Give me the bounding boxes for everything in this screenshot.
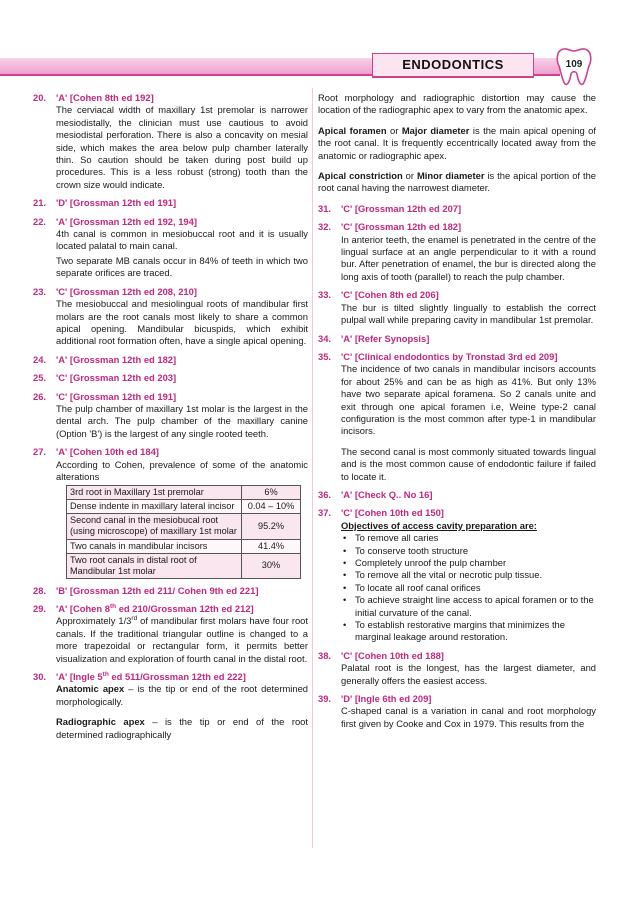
explanation — [318, 170, 596, 195]
answer-reference: 'C' [Grossman 12th ed 191] — [56, 390, 177, 402]
explanation: In anterior teeth, the enamel is penetrated in the centre of the lingual surface at an angle perpendicular to it with a round bur. After penetration of enamel, the bur is directed along the long axis of tooth (parallel) to reach the pulp chamber. — [341, 233, 596, 282]
answer-37 — [318, 507, 596, 643]
answer-reference: 'C' [Cohen 10th ed 150] — [341, 507, 444, 519]
term: Radiographic apex — [56, 716, 145, 728]
table-cell: Two root canals in distal root of Mandibular 1st molar — [67, 553, 242, 578]
answer-reference: 'C' [Grossman 12th ed 203] — [56, 372, 177, 384]
text: of mandibular first molars have four root canals. If the traditional triangular outline is changed to a more trapezoidal or rectangular form, it permits better visualization and exploration of fourth canal in the distal root. — [56, 615, 308, 664]
explanation — [56, 615, 308, 665]
anatomic-alterations-table — [66, 485, 301, 578]
list-item: • To achieve straight line access to apical foramen or to the initial curvature of the canal. — [341, 594, 596, 619]
answer-reference: 'A' [Refer Synopsis] — [341, 332, 430, 344]
question-number: 22. — [33, 215, 47, 227]
answer-reference: 'A' [Grossman 12th ed 192, 194] — [56, 215, 197, 227]
text: or — [386, 124, 402, 136]
list-item: • Completely unroof the pulp chamber — [341, 557, 596, 569]
explanation — [56, 683, 308, 708]
question-number: 21. — [33, 197, 47, 209]
table-cell: 6% — [242, 486, 301, 500]
text: Approximately 1/3 — [56, 615, 132, 627]
table-cell: 3rd root in Maxillary 1st premolar — [67, 486, 242, 500]
table-cell: Second canal in the mesiobucal root (using microscope) of maxillary 1st molar — [67, 514, 242, 539]
answer-reference: 'C' [Clinical endodontics by Tronstad 3rd ed 209] — [341, 350, 558, 362]
text: is the main apical opening of the root canal. It is frequently eccentrically located away from the anatomic or radiographic apex. — [318, 124, 596, 161]
question-number: 37. — [318, 507, 332, 519]
answer-20 — [33, 92, 308, 191]
superscript: th — [109, 602, 117, 610]
answer-reference: 'A' [Grossman 12th ed 182] — [56, 353, 177, 365]
table-cell: 95.2% — [242, 514, 301, 539]
list-item: • To conserve tooth structure — [341, 545, 596, 557]
answer-39 — [318, 693, 596, 730]
answer-reference — [56, 603, 308, 615]
table-row — [67, 486, 301, 500]
list-item: • To remove all caries — [341, 532, 596, 544]
objectives-heading: Objectives of access cavity preparation are: — [341, 519, 537, 531]
term: Anatomic apex — [56, 683, 125, 695]
explanation: The incidence of two canals in mandibular incisors accounts for about 25% and can be as high as 41%. But only 13% have two separate apical foramena. So 2 canals unite and exit through one apical foramen i.e, Weine type-2 canal configuration is the most common after type-1 in mandibular incisors. — [341, 363, 596, 437]
question-number: 25. — [33, 372, 47, 384]
answer-21 — [33, 197, 308, 209]
answer-25 — [33, 372, 308, 384]
answer-reference: 'C' [Grossman 12th ed 182] — [341, 221, 462, 233]
answer-33 — [318, 289, 596, 326]
question-number: 31. — [318, 202, 332, 214]
explanation: 4th canal is common in mesiobuccal root and it is usually located palatal to main canal. — [56, 228, 308, 252]
reference-text: 'A' [Ingle 5 — [56, 671, 103, 683]
table-cell: 41.4% — [242, 539, 301, 553]
term: Minor diameter — [416, 170, 485, 182]
page-number: 109 — [565, 59, 583, 70]
table-cell: Dense indente in maxillary lateral incisor — [67, 500, 242, 514]
answer-27 — [33, 446, 308, 578]
explanation: The bur is tilted slightly lingually to establish the correct pulpal wall while preparing cavity in mandibular 1st premolar. — [341, 301, 596, 326]
table-cell: 30% — [242, 553, 301, 578]
continued-explanation: Root morphology and radiographic distortion may cause the location of the radiographic apex to vary from the anatomic apex. — [318, 92, 596, 116]
reference-text: ed 511/Grossman 12th ed 222] — [108, 671, 246, 683]
answer-36 — [318, 489, 596, 501]
explanation: The pulp chamber of maxillary 1st molar is the largest in the dental arch. The pulp chamber of the maxillary canine (Option 'B') is the largest of any single rooted teeth. — [56, 402, 308, 439]
left-column — [33, 92, 308, 747]
explanation: Two separate MB canals occur in 84% of teeth in which two separate orifices are traced. — [56, 254, 308, 279]
answer-reference: 'A' [Cohen 10th ed 184] — [56, 446, 159, 458]
question-number: 35. — [318, 350, 332, 362]
answer-34 — [318, 333, 596, 345]
question-number: 29. — [33, 603, 47, 614]
list-item: • To establish restorative margins that minimizes the marginal leakage around restoration. — [341, 619, 596, 644]
explanation — [318, 125, 596, 162]
term: Apical foramen — [318, 124, 387, 136]
answer-reference: 'C' [Cohen 10th ed 188] — [341, 649, 444, 661]
question-number: 39. — [318, 693, 332, 705]
table-row — [67, 553, 301, 578]
question-number: 33. — [318, 289, 332, 301]
explanation — [56, 716, 308, 741]
column-divider — [312, 88, 313, 848]
question-number: 20. — [33, 92, 47, 103]
answer-reference — [56, 671, 308, 683]
superscript: th — [102, 670, 109, 678]
objectives-list — [341, 532, 596, 644]
table-row — [67, 500, 301, 514]
question-number: 27. — [33, 446, 47, 458]
answer-reference: 'C' [Grossman 12th ed 208, 210] — [56, 285, 197, 297]
answer-reference: 'C' [Grossman 12th ed 207] — [341, 202, 462, 214]
answer-reference: 'C' [Cohen 8th ed 206] — [341, 289, 439, 301]
explanation: C-shaped canal is a variation in canal and root morphology first given by Cooke and Cox in 1979. This results from the — [341, 705, 596, 729]
answer-26 — [33, 391, 308, 441]
answer-reference: 'D' [Ingle 6th ed 209] — [341, 693, 432, 705]
question-number: 38. — [318, 649, 332, 661]
explanation: Palatal root is the longest, has the largest diameter, and generally offers the easiest access. — [341, 662, 596, 686]
answer-reference: 'D' [Grossman 12th ed 191] — [56, 197, 177, 209]
answer-30 — [33, 671, 308, 741]
text: – is the tip or end of the root determined morphologically. — [56, 683, 308, 707]
question-number: 26. — [33, 390, 47, 402]
answer-38 — [318, 650, 596, 687]
answer-reference: 'A' [Cohen 8th ed 192] — [56, 92, 154, 103]
reference-text: 'A' [Cohen 8 — [56, 603, 110, 614]
chapter-title: ENDODONTICS — [372, 53, 534, 78]
explanation: The second canal is most commonly situated towards lingual and is the most common cause of endodontic failure if failed to locate it. — [341, 445, 596, 482]
explanation: The cerviacal width of maxillary 1st premolar is narrower mesiodistally, the clinician must use cautious to avoid mesiodistal perforation. There is also a concavity on mesial side, which makes the area below pulp chamber laterally thin. So caution should be taken during post build up procedures. This is a less robust (strong) tooth than the crown size would indicate. — [56, 104, 308, 190]
text: – is the tip or end of the root determined radiographically — [56, 716, 308, 740]
right-column — [318, 92, 596, 736]
text: is the apical portion of the root canal having the narrowest diameter. — [318, 170, 597, 194]
answer-24 — [33, 354, 308, 366]
list-item: • To remove all the vital or necrotic pulp tissue. — [341, 569, 596, 581]
question-number: 32. — [318, 221, 332, 233]
answer-31 — [318, 203, 596, 215]
reference-text: ed 210/Grossman 12th ed 212] — [116, 603, 254, 614]
question-number: 24. — [33, 353, 47, 365]
question-number: 36. — [318, 488, 332, 500]
term: Apical constriction — [318, 170, 403, 182]
question-number: 30. — [33, 671, 47, 683]
table-cell: 0.04 – 10% — [242, 500, 301, 514]
answer-reference: 'A' [Check Q.. No 16] — [341, 488, 433, 500]
table-row — [67, 514, 301, 539]
question-number: 28. — [33, 584, 47, 596]
term: Major diameter — [401, 124, 470, 136]
answer-23 — [33, 286, 308, 348]
explanation: According to Cohen, prevalence of some of the anatomic alterations — [56, 458, 308, 482]
table-cell: Two canals in mandibular incisors — [67, 539, 242, 553]
question-number: 34. — [318, 332, 332, 344]
answer-32 — [318, 221, 596, 283]
answer-29 — [33, 603, 308, 665]
answer-22 — [33, 216, 308, 280]
answer-28 — [33, 585, 308, 597]
question-number: 23. — [33, 285, 47, 297]
table-row — [67, 539, 301, 553]
text: or — [402, 170, 417, 182]
answer-reference: 'B' [Grossman 12th ed 211/ Cohen 9th ed 221] — [56, 584, 259, 596]
superscript: rd — [131, 615, 138, 623]
list-item: • To locate all roof canal orifices — [341, 582, 596, 594]
explanation: The mesiobuccal and mesiolingual roots of mandibular first molars are the root canals most likely to share a common apical opening. Mandibular bicuspids, which exhibit additional root formation often, have a single apical opening. — [56, 298, 308, 347]
answer-35 — [318, 351, 596, 483]
